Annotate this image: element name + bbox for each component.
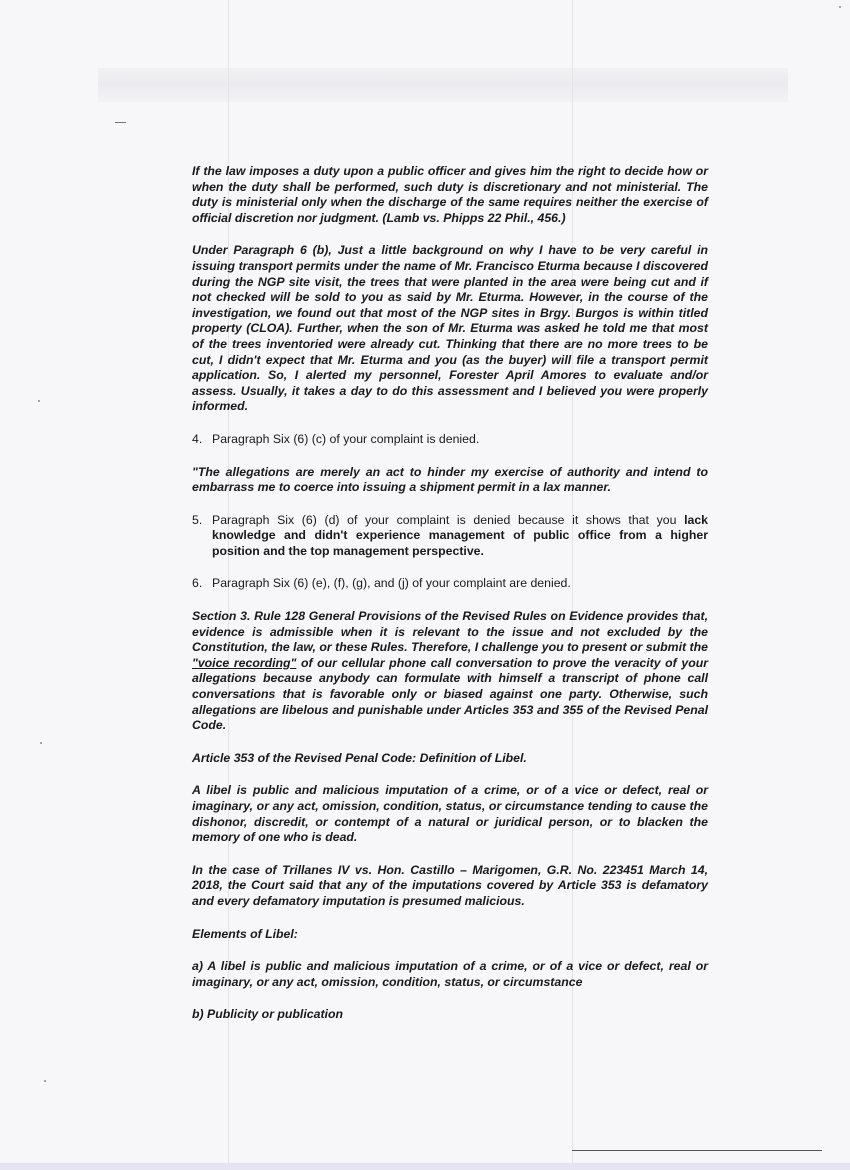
document-body xyxy=(192,164,708,1040)
paragraph-quote: "The allegations are merely an act to hinder my exercise of authority and intend to embarrass me to coerce into issuing a shipment permit in a lax manner. xyxy=(192,464,708,495)
scan-artifact-band xyxy=(98,68,788,102)
paragraph-trillanes: In the case of Trillanes IV vs. Hon. Castillo – Marigomen, G.R. No. 223451 March 14, 2018, the Court said that any of the imputations covered by Article 353 is defamatory and every defamatory imputation is presumed malicious. xyxy=(192,862,708,908)
paragraph-libel-definition: A libel is public and malicious imputation of a crime, or of a vice or defect, real or imaginary, or any act, omission, condition, status, or circumstance tending to cause the dishonor, discredit, or contempt of a natural or juridical person, or to blacken the memory of one who is dead. xyxy=(192,783,708,845)
element-b: b) Publicity or publication xyxy=(192,1007,343,1022)
item-text: Paragraph Six (6) (e), (f), (g), and (j) of your complaint are denied. xyxy=(212,576,571,591)
item-number: 6. xyxy=(192,576,203,591)
speck xyxy=(44,1080,46,1082)
section3-text-b: of our cellular phone call conversation to prove the veracity of your allegations because anybody can formulate with himself a transcript of phone call conversations that is favorable only or biased against one party. Otherwise, such allegations are libelous and punishable under Articles 353 and 355 of the Revised Penal Code. xyxy=(192,655,709,733)
paragraph-discretion: If the law imposes a duty upon a public officer and gives him the right to decide how or when the duty shall be performed, such duty is discretionary and not ministerial. The duty is ministerial only when the discharge of the same requires neither the exercise of official discretion nor judgment. (Lamb vs. Phipps 22 Phil., 456.) xyxy=(192,164,708,225)
speck xyxy=(38,400,40,402)
paragraph-6b: Under Paragraph 6 (b), Just a little background on why I have to be very careful in issuing transport permits under the name of Mr. Francisco Eturma because I discovered during the NGP site visit, the trees that were planted in the area were being cut and if not checked will be sold to you as said by Mr. Eturma. However, in the course of the investigation, we found out that most of the NGP sites in Brgy. Burgos is within titled property (CLOA). Further, when the son of Mr. Eturma was asked he told me that most of the trees inventoried were already cut. Thinking that there are no more trees to be cut, I didn't expect that Mr. Eturma and you (as the buyer) will file a transport permit application. So, I alerted my personnel, Forester April Amores to evaluate and/or assess. Usually, it takes a day to do this assessment and I believed you were properly informed. xyxy=(192,243,708,414)
item-text: Paragraph Six (6) (c) of your complaint is denied. xyxy=(212,431,480,446)
list-item-6 xyxy=(192,576,708,592)
section3-underlined: "voice recording" xyxy=(192,655,297,670)
list-item-5 xyxy=(192,513,708,560)
item-number: 5. xyxy=(192,512,203,527)
speck xyxy=(839,6,841,8)
item-text-plain: Paragraph Six (6) (d) of your complaint is denied because it shows that you xyxy=(212,512,685,527)
speck xyxy=(40,742,42,744)
paragraph-section3 xyxy=(192,609,708,734)
list-item-4 xyxy=(192,432,708,448)
margin-mark xyxy=(115,122,126,123)
section3-text-a: Section 3. Rule 128 General Provisions of the Revised Rules on Evidence provides that, evidence is admissible when it is relevant to the issue and not excluded by the Constitution, the law, or these Rules. Therefore, I challenge you to present or submit the xyxy=(192,609,708,655)
item-number: 4. xyxy=(192,431,203,446)
heading-elements-of-libel: Elements of Libel: xyxy=(192,926,298,941)
item-text-bold: lack knowledge and didn't experience management of public office from a higher position and the top management perspective. xyxy=(212,512,708,558)
heading-article-353: Article 353 of the Revised Penal Code: Definition of Libel. xyxy=(192,750,527,765)
element-a: a) A libel is public and malicious imputation of a crime, or of a vice or defect, real or imaginary, or any act, omission, condition, status, or circumstance xyxy=(192,959,708,989)
scan-artifact-band xyxy=(0,1163,850,1170)
item-text xyxy=(212,513,708,560)
scan-artifact-line xyxy=(572,1150,822,1151)
